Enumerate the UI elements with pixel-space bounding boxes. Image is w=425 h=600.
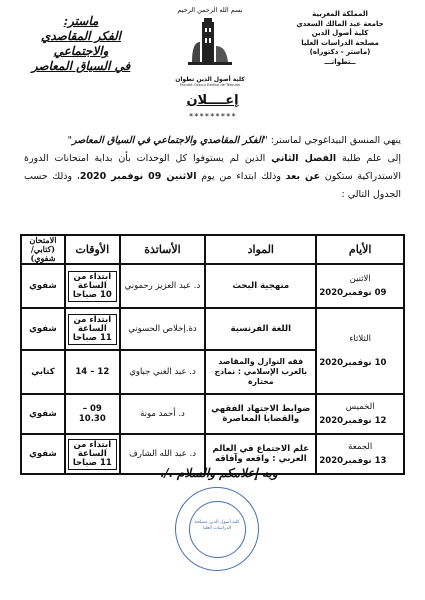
day-date: 13 نوفمبر2020	[319, 456, 387, 466]
header-times: الأوقات	[65, 235, 120, 264]
subject-cell: فقه النوازل والمقاصد بالغرب الإسلامي : نماذج مختارة	[205, 350, 316, 394]
day-date: 12 نوفمبر2020	[319, 416, 387, 426]
stamp-text: كلية أصول الدين مصلحة الدراسات العليا	[194, 520, 240, 531]
day-cell	[316, 264, 404, 308]
master-name-highlight: الفكر المقاصدي والاجتماعي في السياق المعاصر	[71, 135, 264, 146]
exam-cell: شفوي	[21, 264, 65, 308]
professor-cell: د. عبد الغني جباوي	[120, 350, 205, 394]
professor-cell: د. عبد الله الشارف	[120, 434, 205, 474]
header-subjects: المواد	[205, 235, 316, 264]
time-cell	[65, 308, 120, 350]
professor-cell: د. أحمد مونة	[120, 394, 205, 434]
start-date: الاثنين 09 نوفمبر 2020	[79, 171, 197, 182]
official-stamp	[175, 487, 259, 571]
master-label: ماستر:	[63, 14, 99, 28]
header-exam: الامتحان (كتابي/ شفوي)	[21, 235, 65, 264]
table-row	[21, 394, 404, 434]
logo-block	[160, 6, 260, 87]
table-header-row	[21, 235, 404, 264]
table-row	[21, 308, 404, 350]
subject-cell: منهجية البحث	[205, 264, 316, 308]
faculty-line: كلية أصول الدين	[311, 29, 369, 37]
university-line: جامعة عبد المالك السعدي	[296, 19, 384, 28]
time-cell: 12 – 14	[65, 350, 120, 394]
institution-header	[275, 10, 405, 67]
exam-schedule-table	[20, 234, 405, 475]
exam-cell: كتابي	[21, 350, 65, 394]
basmala: بسم الله الرحمن الرحيم	[177, 6, 243, 14]
semester-highlight: الفصل الثاني	[271, 153, 337, 164]
remote-highlight: عن بعد	[285, 171, 321, 182]
time-box: ابتداء من الساعة 11 صباحا	[68, 439, 117, 470]
city-line: ــتطوانـــ	[324, 57, 356, 66]
announcement-body	[24, 132, 401, 204]
time-box: ابتداء من الساعة 10 صباحا	[68, 271, 117, 302]
department-line: مصلحة الدراسات العليا	[301, 38, 379, 47]
header-days: الأيام	[316, 235, 404, 264]
subject-cell: ضوابط الاجتهاد الفقهي والقضايا المعاصرة	[205, 394, 316, 434]
body-part-c: وذلك ابتداء من يوم	[196, 171, 286, 182]
subject-cell: علم الاجتماع في العالم العربي : واقعه وآفاقه	[205, 434, 316, 474]
day-name: الجمعة	[348, 442, 373, 452]
day-name: الخميس	[345, 402, 375, 412]
day-cell	[316, 434, 404, 474]
kingdom-line: المملكة المغربية	[312, 10, 368, 18]
body-intro: ينهي المنسق البيداغوجي لماستر: "	[263, 135, 401, 146]
exam-cell: شفوي	[21, 434, 65, 474]
header-professors: الأساتذة	[120, 235, 205, 264]
logo-subtitle: Faculté Ossoul Eddine de Tétouan	[179, 83, 241, 87]
day-cell	[316, 308, 404, 394]
closing-line: وبه إعلامكم والسلام ./.	[160, 466, 278, 480]
table-row	[21, 264, 404, 308]
day-date: 10 نوفمبر2020	[319, 358, 387, 368]
master-header	[16, 14, 146, 74]
body-part-a: إلى علم طلبة	[336, 153, 401, 164]
day-name: الثلاثاء	[349, 334, 371, 344]
professor-cell: دة.إخلاص الحسوني	[120, 308, 205, 350]
time-box: ابتداء من الساعة 11 صباحا	[68, 314, 117, 345]
exam-cell: شفوي	[21, 308, 65, 350]
exam-cell: شفوي	[21, 394, 65, 434]
day-name: الاثنين	[349, 274, 371, 284]
time-cell	[65, 434, 120, 474]
body-part-d: ، وذلك حسب الجدول التالي :	[24, 171, 401, 200]
master-name-line2: في السياق المعاصر	[31, 59, 131, 73]
title-stars: *********	[188, 112, 237, 121]
time-cell: 09 – 10.30	[65, 394, 120, 434]
body-quote-end: "	[67, 135, 72, 146]
faculty-logo-icon	[182, 16, 238, 72]
day-cell	[316, 394, 404, 434]
professor-cell: د. عبد العزيز رحموني	[120, 264, 205, 308]
body-part-b: الذين لم يستوفوا كل الوحدات بأن بداية امتحانات الدورة الاستدراكية ستكون	[24, 153, 401, 182]
page-title: إعــــلان	[186, 93, 239, 108]
day-date: 09 نوفمبر2020	[319, 288, 387, 298]
logo-name: كلية أصول الدين تطوان	[175, 76, 245, 83]
subject-cell: اللغة الفرنسية	[205, 308, 316, 350]
programs-line: (ماستر - دكتوراه)	[309, 48, 371, 56]
master-name-line1: الفكر المقاصدي والاجتماعي	[40, 29, 122, 58]
time-cell	[65, 264, 120, 308]
